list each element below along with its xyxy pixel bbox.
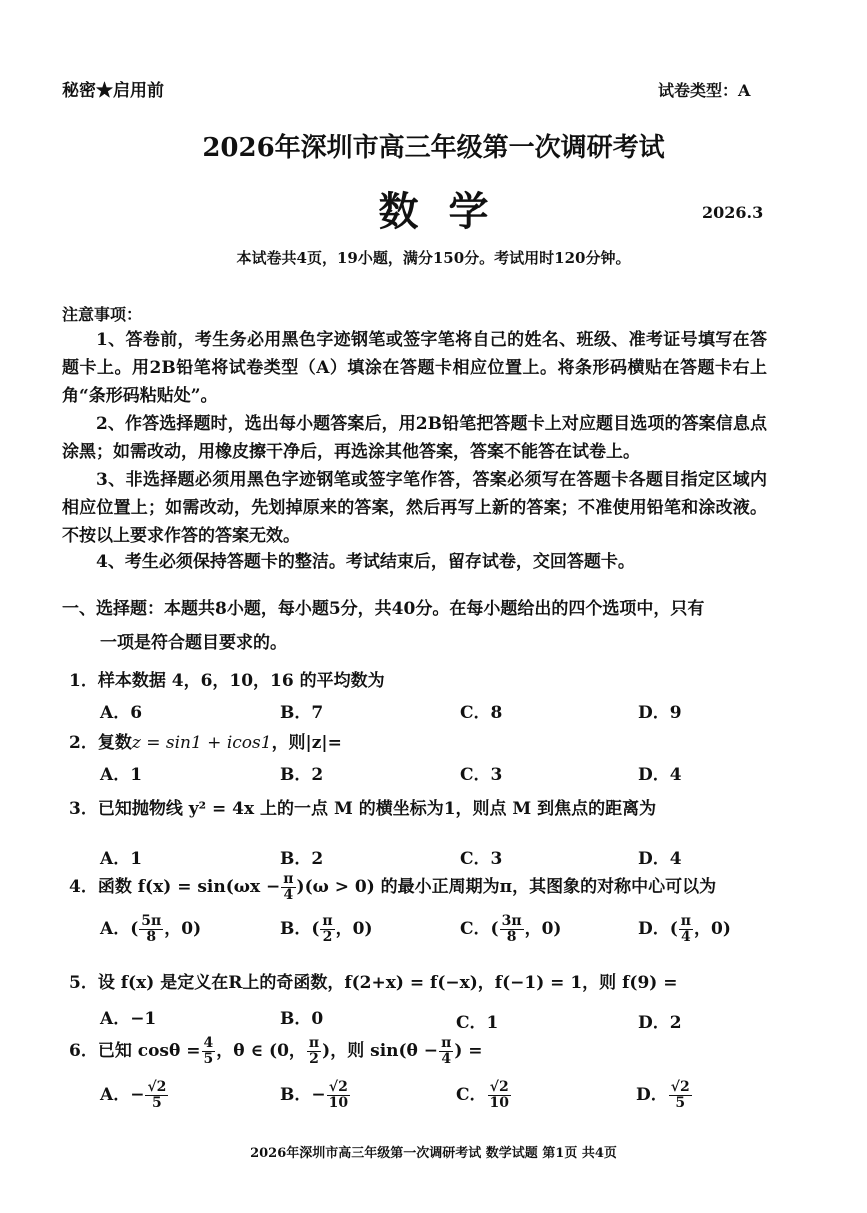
frac-numerator: π: [322, 913, 333, 929]
exam-title: 2026年深圳市高三年级第一次调研考试: [202, 133, 665, 163]
frac-denominator: 5: [675, 1095, 686, 1111]
q1-option-b: B．7: [280, 703, 324, 723]
option-fraction: [679, 914, 693, 945]
confidential-label: 秘密★启用前: [62, 81, 164, 101]
option-label: A．: [100, 1085, 131, 1105]
q6-fraction-interval: [307, 1036, 321, 1067]
paper-type-label: 试卷类型：A: [658, 81, 751, 100]
frac-denominator: 4: [681, 929, 691, 945]
notes-heading: 注意事项：: [62, 305, 143, 324]
q6-option-b: [280, 1080, 351, 1111]
q6-stem-mid2: )，则 sin(θ −: [322, 1041, 439, 1061]
frac-denominator: 10: [489, 1095, 510, 1111]
q3-option-d: D．4: [638, 849, 682, 869]
q5-option-a: A．−1: [100, 1009, 157, 1029]
q3-option-c: C．3: [460, 849, 503, 869]
option-fraction: [500, 914, 524, 945]
option-label: C．: [460, 919, 491, 939]
q3-option-a: A．1: [100, 849, 143, 869]
frac-numerator: π: [441, 1035, 452, 1051]
q2-stem-math: z = sin1 + icos1: [131, 733, 272, 753]
frac-denominator: 5: [203, 1051, 214, 1067]
question-3-stem: 3．已知抛物线 y² = 4x 上的一点 M 的横坐标为1，则点 M 到焦点的距离为: [69, 799, 657, 819]
q3-option-b: B．2: [280, 849, 324, 869]
q2-option-d: D．4: [638, 765, 682, 785]
q2-stem-suffix: ，则|z|=: [271, 733, 342, 753]
frac-numerator: 3π: [501, 913, 522, 929]
option-fraction: [669, 1080, 692, 1111]
note-item-1: 1、答卷前，考生务必用黑色字迹钢笔或签字笔将自己的姓名、班级、准考证号填写在答题卡上。用2B铅笔将试卷类型（A）填涂在答题卡相应位置上。将条形码横贴在答题卡右上角“条形码粘贴处”。: [62, 330, 767, 406]
exam-info: 本试卷共4页，19小题，满分150分。考试用时120分钟。: [236, 249, 631, 267]
option-fraction: [139, 914, 163, 945]
frac-denominator: 4: [283, 887, 294, 903]
q2-option-b: B．2: [280, 765, 324, 785]
frac-denominator: 10: [328, 1095, 349, 1111]
q6-stem-suffix: ) =: [454, 1041, 483, 1061]
frac-numerator: 4: [203, 1035, 214, 1051]
paren-close: ，0): [335, 919, 373, 939]
option-label: D．: [636, 1085, 668, 1105]
question-6-stem: [69, 1036, 483, 1067]
q6-stem-mid: ，θ ∈ (0，: [216, 1041, 306, 1061]
frac-denominator: 8: [506, 929, 517, 945]
q6-option-a: [100, 1080, 169, 1111]
q5-option-c: C．1: [456, 1013, 499, 1033]
frac-denominator: 5: [152, 1095, 162, 1111]
option-label: D．: [638, 919, 670, 939]
option-label: C．: [456, 1085, 487, 1105]
q4-stem-suffix: )(ω > 0) 的最小正周期为π，其图象的对称中心可以为: [296, 877, 717, 897]
q4-stem-prefix: 4．函数 f(x) = sin(ωx −: [69, 877, 281, 897]
subject-title: 数学: [378, 188, 519, 235]
note-item-3: 3、非选择题必须用黑色字迹钢笔或签字笔作答，答案必须写在答题卡各题目指定区域内相应位置上；如需改动，先划掉原来的答案，然后再写上新的答案；不准使用铅笔和涂改液。不按以上要求作答的答案无效。: [62, 470, 767, 546]
paren-open: (: [130, 919, 139, 939]
q6-fraction-shift: [439, 1036, 453, 1067]
frac-denominator: 4: [441, 1051, 452, 1067]
note-item-4: 4、考生必须保持答题卡的整洁。考试结束后，留存试卷，交回答题卡。: [96, 552, 635, 572]
section-heading-cont: 一项是符合题目要求的。: [100, 633, 287, 653]
frac-denominator: 2: [322, 929, 333, 945]
q6-stem-prefix: 6．已知 cosθ =: [69, 1041, 201, 1061]
q1-option-d: D．9: [638, 703, 682, 723]
paren-open: (: [490, 919, 499, 939]
frac-numerator: 5π: [141, 913, 162, 929]
frac-denominator: 2: [309, 1051, 319, 1067]
exam-date: 2026.3: [702, 203, 764, 222]
q4-option-d: [638, 914, 731, 945]
option-label: A．: [100, 919, 131, 939]
option-label: B．: [280, 919, 312, 939]
frac-numerator: π: [283, 871, 294, 887]
q2-option-c: C．3: [460, 765, 503, 785]
frac-denominator: 8: [146, 929, 157, 945]
option-fraction: [145, 1080, 168, 1111]
q4-stem-fraction: [281, 872, 295, 903]
q4-option-c: [460, 914, 561, 945]
q2-stem-prefix: 2．复数: [69, 733, 132, 753]
paren-open: (: [669, 919, 678, 939]
frac-numerator: π: [680, 913, 692, 929]
frac-numerator: √2: [327, 1080, 350, 1096]
option-sign: −: [130, 1085, 145, 1105]
paren-close: ，0): [694, 919, 731, 939]
question-1-stem: 1．样本数据 4，6，10，16 的平均数为: [69, 671, 385, 691]
option-label: B．: [280, 1085, 312, 1105]
q6-fraction-cos: [202, 1036, 216, 1067]
q4-option-a: [100, 914, 201, 945]
option-fraction: [320, 914, 334, 945]
q1-option-a: A．6: [100, 703, 143, 723]
option-fraction: [327, 1080, 350, 1111]
paren-close: ，0): [524, 919, 562, 939]
q1-option-c: C．8: [460, 703, 503, 723]
frac-numerator: √2: [670, 1079, 690, 1095]
q5-option-d: D．2: [638, 1013, 682, 1033]
q4-option-b: [280, 914, 373, 945]
option-sign: −: [311, 1085, 326, 1105]
frac-numerator: √2: [147, 1079, 167, 1095]
page-footer: 2026年深圳市高三年级第一次调研考试 数学试题 第1页 共4页: [250, 1146, 617, 1161]
question-4-stem: [69, 872, 716, 903]
q2-option-a: A．1: [100, 765, 143, 785]
q5-option-b: B．0: [280, 1009, 324, 1029]
q6-option-c: [456, 1080, 512, 1111]
paren-open: (: [311, 919, 320, 939]
q6-option-d: [636, 1080, 693, 1111]
note-item-2: 2、作答选择题时，选出每小题答案后，用2B铅笔把答题卡上对应题目选项的答案信息点涂黑；如需改动，用橡皮擦干净后，再选涂其他答案，答案不能答在试卷上。: [62, 414, 767, 462]
section-heading: 一、选择题：本题共8小题，每小题5分，共40分。在每小题给出的四个选项中，只有: [62, 599, 705, 619]
frac-numerator: √2: [488, 1080, 511, 1096]
option-fraction: [488, 1080, 511, 1111]
question-2-stem: [69, 728, 342, 753]
paren-close: ，0): [164, 919, 202, 939]
frac-numerator: π: [308, 1035, 320, 1051]
question-5-stem: 5．设 f(x) 是定义在R上的奇函数，f(2+x) = f(−x)，f(−1) = 1，则 f(9) =: [69, 973, 678, 993]
